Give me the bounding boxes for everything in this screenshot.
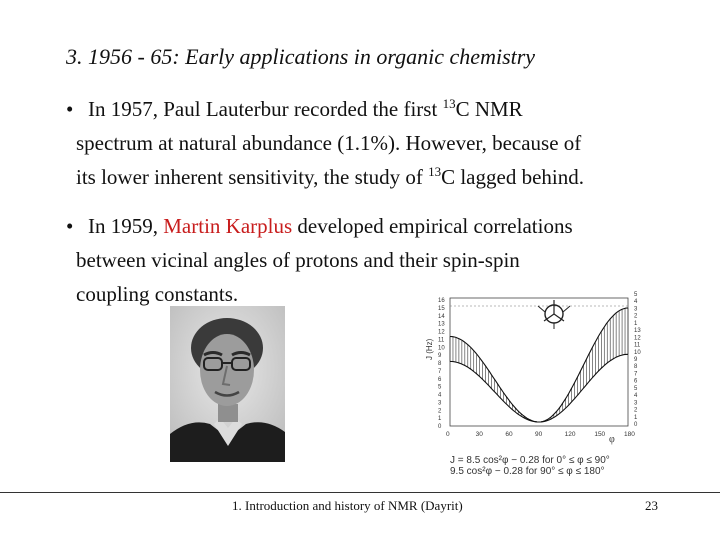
text-span: C NMR <box>455 97 523 121</box>
y-tick-label-right: 5 <box>634 385 638 392</box>
y-tick-label-left: 15 <box>438 305 445 312</box>
y-tick-label-right: 6 <box>634 378 638 385</box>
y-tick-label-right: 4 <box>634 299 638 306</box>
y-tick-label-right: 5 <box>634 292 638 298</box>
footer-title: 1. Introduction and history of NMR (Dayrit) <box>232 498 463 513</box>
y-tick-label-left: 1 <box>438 416 442 423</box>
y-tick-label-left: 5 <box>438 384 442 391</box>
y-tick-label-right: 9 <box>634 357 638 363</box>
y-tick-label-left: 7 <box>438 368 442 375</box>
y-tick-label-left: 3 <box>438 400 442 407</box>
superscript: 13 <box>442 96 456 112</box>
y-tick-label-left: 6 <box>438 376 442 383</box>
y-tick-label-right: 10 <box>634 349 641 356</box>
y-tick-label-right: 7 <box>634 371 638 378</box>
bullet-line: coupling constants. <box>76 282 239 306</box>
y-tick-label-right: 11 <box>634 342 641 349</box>
page-number: 23 <box>645 498 658 513</box>
bullet-line <box>88 209 720 243</box>
bullet-line <box>88 92 720 126</box>
slide-title: 3. 1956 - 65: Early applications in organic chemistry <box>66 44 536 69</box>
bullet-marker: • <box>66 214 74 238</box>
text-span: In 1957, Paul Lauterbur recorded the first <box>88 97 443 121</box>
text-span: its lower inherent sensitivity, the study of <box>76 165 429 189</box>
y-tick-label-right: 3 <box>634 306 638 313</box>
y-tick-label-right: 4 <box>634 393 638 400</box>
highlighted-name: Martin Karplus <box>163 214 293 238</box>
x-tick-label: 0 <box>446 431 450 438</box>
y-tick-label-left: 12 <box>438 329 445 336</box>
bullet-marker: • <box>66 97 74 121</box>
y-tick-label-right: 3 <box>634 400 638 407</box>
y-tick-label-right: 12 <box>634 335 641 342</box>
x-tick-label: 90 <box>535 431 543 438</box>
y-tick-label-left: 13 <box>438 321 445 328</box>
text-span: In 1959, <box>88 214 164 238</box>
y-tick-label-right: 2 <box>634 407 638 414</box>
y-tick-label-right: 13 <box>634 328 641 335</box>
x-tick-label: 150 <box>594 431 606 438</box>
superscript: 13 <box>428 164 442 180</box>
text-span: developed empirical correlations <box>292 214 573 238</box>
y-tick-label-left: 11 <box>438 337 445 344</box>
axis-label-y: J (Hz) <box>425 338 434 360</box>
y-tick-label-left: 0 <box>438 424 442 430</box>
formula-line: 9.5 cos²φ − 0.28 for 90° ≤ φ ≤ 180° <box>450 466 605 477</box>
text-span: C lagged behind. <box>441 165 584 189</box>
y-tick-label-right: 0 <box>634 422 638 428</box>
bullet-line <box>76 160 720 194</box>
bullet-text <box>76 92 720 194</box>
y-tick-label-left: 2 <box>438 408 442 415</box>
y-tick-label-left: 16 <box>438 298 445 304</box>
y-tick-label-left: 4 <box>438 392 442 399</box>
x-tick-label: 30 <box>475 431 483 438</box>
y-tick-label-left: 9 <box>438 353 442 360</box>
karplus-formula <box>450 455 610 477</box>
x-tick-label: 180 <box>624 431 635 438</box>
bullet-line: spectrum at natural abundance (1.1%). However, because of <box>76 131 582 155</box>
y-tick-label-left: 14 <box>438 313 445 320</box>
karplus-curve-figure <box>424 286 664 476</box>
y-tick-label-left: 8 <box>438 361 442 367</box>
y-tick-label-left: 10 <box>438 345 445 352</box>
bullet-line: between vicinal angles of protons and their spin-spin <box>76 248 520 272</box>
y-tick-label-right: 2 <box>634 313 638 320</box>
axis-label-x: φ <box>609 434 615 445</box>
y-tick-label-right: 1 <box>634 414 638 421</box>
karplus-portrait-photo <box>170 306 285 462</box>
y-tick-label-right: 1 <box>634 320 638 327</box>
y-tick-label-right: 8 <box>634 364 638 371</box>
formula-line: J = 8.5 cos²φ − 0.28 for 0° ≤ φ ≤ 90° <box>450 455 610 466</box>
x-tick-label: 120 <box>564 431 576 438</box>
x-tick-label: 60 <box>505 431 513 438</box>
footer-divider <box>0 492 720 493</box>
